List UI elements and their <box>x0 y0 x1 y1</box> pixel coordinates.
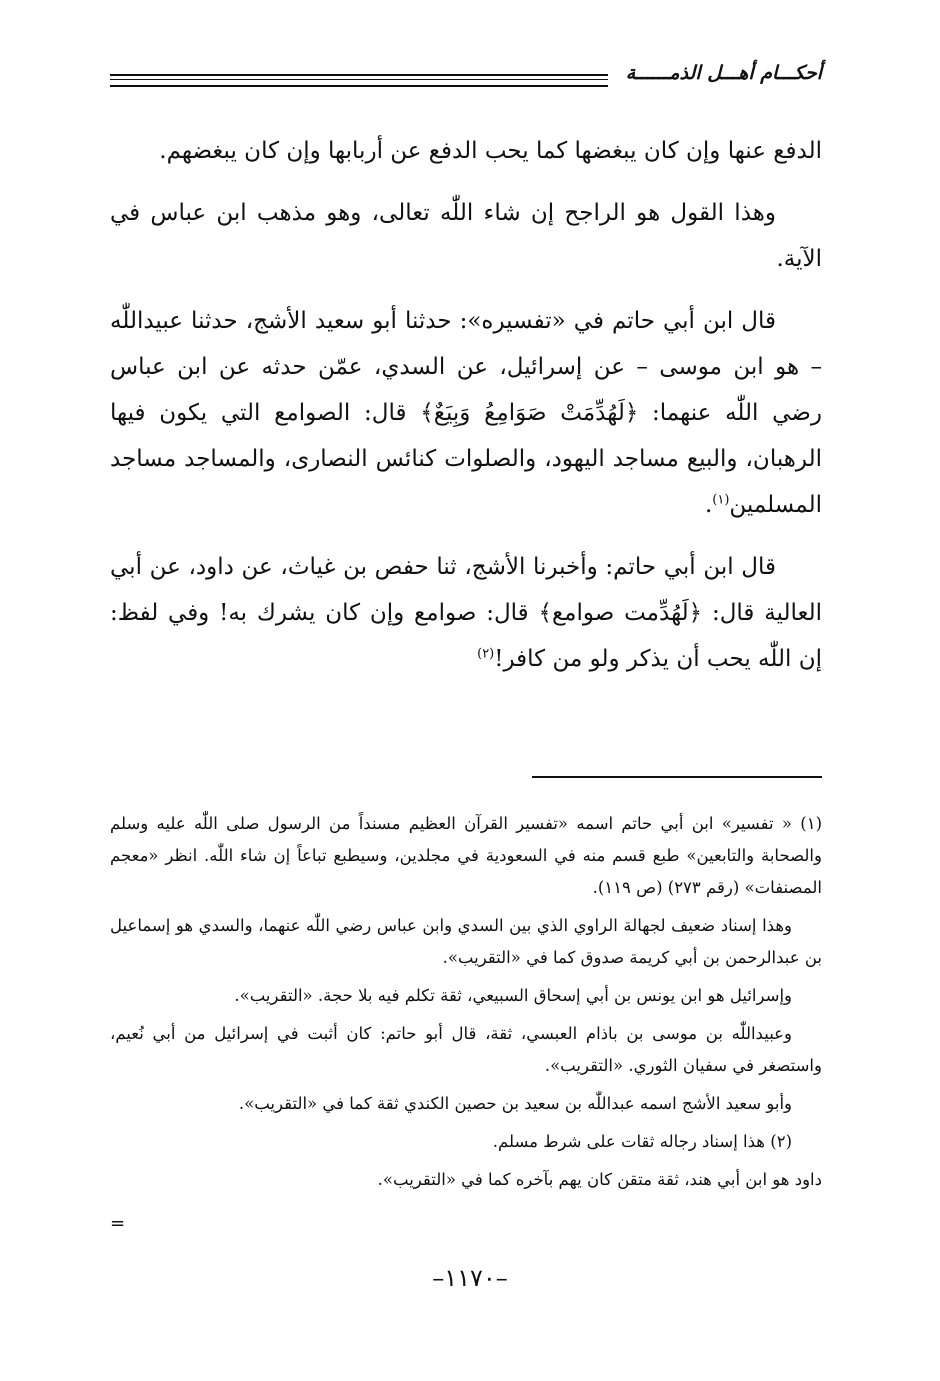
footnote: وهذا إسناد ضعيف لجهالة الراوي الذي بين السدي وابن عباس رضي اللّٰه عنهما، والسدي هو إسماعيل بن عبدالرحمن بن أبي كريمة صدوق كما في «التقريب». <box>110 916 822 967</box>
running-header <box>110 60 822 104</box>
continuation-mark: = <box>110 1213 126 1234</box>
footnote: (١) « تفسير» ابن أبي حاتم اسمه «تفسير القرآن العظيم مسنداً من الرسول صلى اللّٰه عليه وسلم والصحابة والتابعين» طبع قسم منه في السعودية في مجلدين، وسيطبع تباعاً إن شاء اللّٰه. انظر «معجم المصنفات» (رقم ٢٧٣) (ص ١١٩). <box>110 814 822 897</box>
footnotes <box>110 808 822 1202</box>
body-paragraph: الدفع عنها وإن كان يبغضها كما يحب الدفع عن أربابها وإن كان يبغضهم. <box>159 138 822 164</box>
body-paragraph <box>110 544 822 682</box>
paragraph-text: قال ابن أبي حاتم: وأخبرنا الأشج، ثنا حفص بن غياث، عن داود، عن أبي العالية قال: ﴿لَهُدِّمت صوامع﴾ قال: صوامع وإن كان يشرك به! وفي لفظ: إن اللّٰه يحب أن يذكر ولو من كافر! <box>110 554 822 672</box>
footnote-ref-2[interactable]: (٢) <box>477 646 495 662</box>
main-text <box>110 128 822 698</box>
sentence-end: . <box>704 492 713 518</box>
footnote: داود هو ابن أبي هند، ثقة متقن كان يهم بآخره كما في «التقريب». <box>377 1170 822 1189</box>
footnote: وأبو سعيد الأشج اسمه عبداللّٰه بن سعيد بن حصين الكندي ثقة كما في «التقريب». <box>238 1094 792 1113</box>
header-double-rule <box>110 74 608 87</box>
footnote-ref-1[interactable]: (١) <box>712 492 730 508</box>
footnote: وإسرائيل هو ابن يونس بن أبي إسحاق السبيعي، ثقة تكلم فيه بلا حجة. «التقريب». <box>234 986 792 1005</box>
paragraph-text: قال ابن أبي حاتم في «تفسيره»: حدثنا أبو سعيد الأشج، حدثنا عبيداللّٰه – هو ابن موسى – عن إسرائيل، عن السدي، عمّن حدثه عن ابن عباس رضي اللّٰه عنهما: ﴿لَهُدِّمَتْ صَوَامِعُ وَبِيَعٌ﴾ قال: الصوامع التي يكون فيها الرهبان، والبيع مساجد اليهود، والصلوات كنائس النصارى، والمساجد مساجد المسلمين <box>110 308 822 518</box>
header-title: أحكـــام أهـــل الذمــــــة <box>625 62 822 84</box>
footnote: وعبيداللّٰه بن موسى بن باذام العبسي، ثقة، قال أبو حاتم: كان أثبت في إسرائيل من أبي نُعيم، واستصغر في سفيان الثوري. «التقريب». <box>110 1024 822 1075</box>
page-number: –١١٧٠– <box>432 1264 508 1292</box>
body-paragraph <box>110 298 822 528</box>
footnote: (٢) هذا إسناد رجاله ثقات على شرط مسلم. <box>492 1132 792 1151</box>
footnote-separator <box>532 776 822 778</box>
body-paragraph: وهذا القول هو الراجح إن شاء اللّٰه تعالى، وهو مذهب ابن عباس في الآية. <box>110 200 822 272</box>
